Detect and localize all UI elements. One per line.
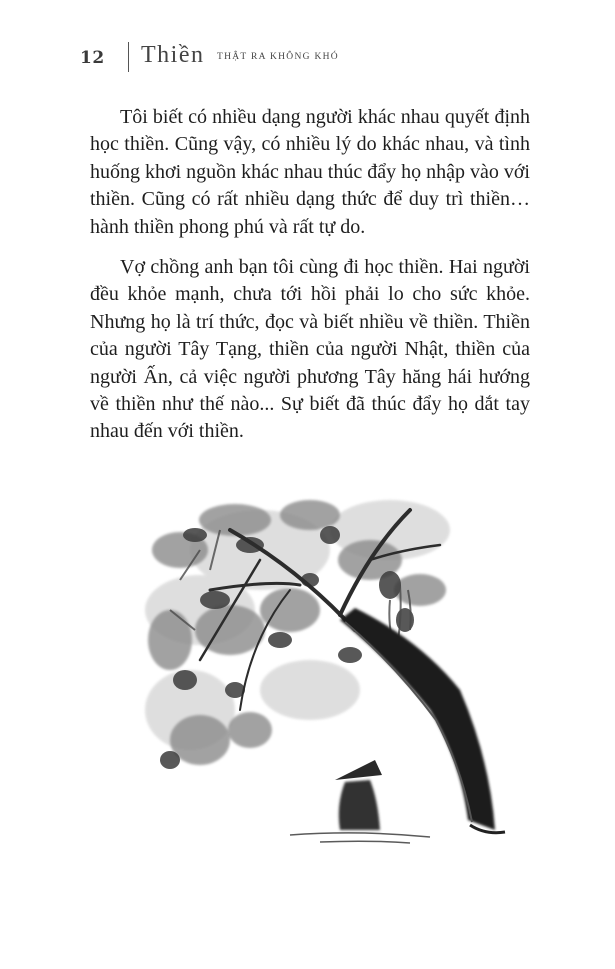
- figure-conical-hat: [335, 760, 382, 830]
- book-title: Thiền: [141, 42, 205, 68]
- book-subtitle: THẬT RA KHÔNG KHÓ: [217, 52, 339, 62]
- page-number: 12: [80, 48, 105, 68]
- ink-tree-illustration: [140, 490, 530, 850]
- paragraph-2: Vợ chồng anh bạn tôi cùng đi học thiền. Hai người đều khỏe mạnh, chưa tới hồi phải lo cho sức khỏe. Nhưng họ là trí thức, đọc và biết nhiều về thiền. Thiền của người Tây Tạng, thiền của người Nhật, thiền của người Ấn, cả việc người phương Tây hăng hái hướng về thiền như thế nào... Sự biết đã thúc đẩy họ dắt tay nhau đến với thiền.: [90, 256, 530, 443]
- header-divider: [128, 42, 129, 72]
- paragraph-1: Tôi biết có nhiều dạng người khác nhau quyết định học thiền. Cũng vậy, có nhiều lý do khác nhau, và tình huống khơi nguồn khác nhau thúc đẩy họ nhập vào với thiền. Cũng có rất nhiều dạng thức để duy trì thiền… hành thiền phong phú và rất tự do.: [90, 106, 530, 238]
